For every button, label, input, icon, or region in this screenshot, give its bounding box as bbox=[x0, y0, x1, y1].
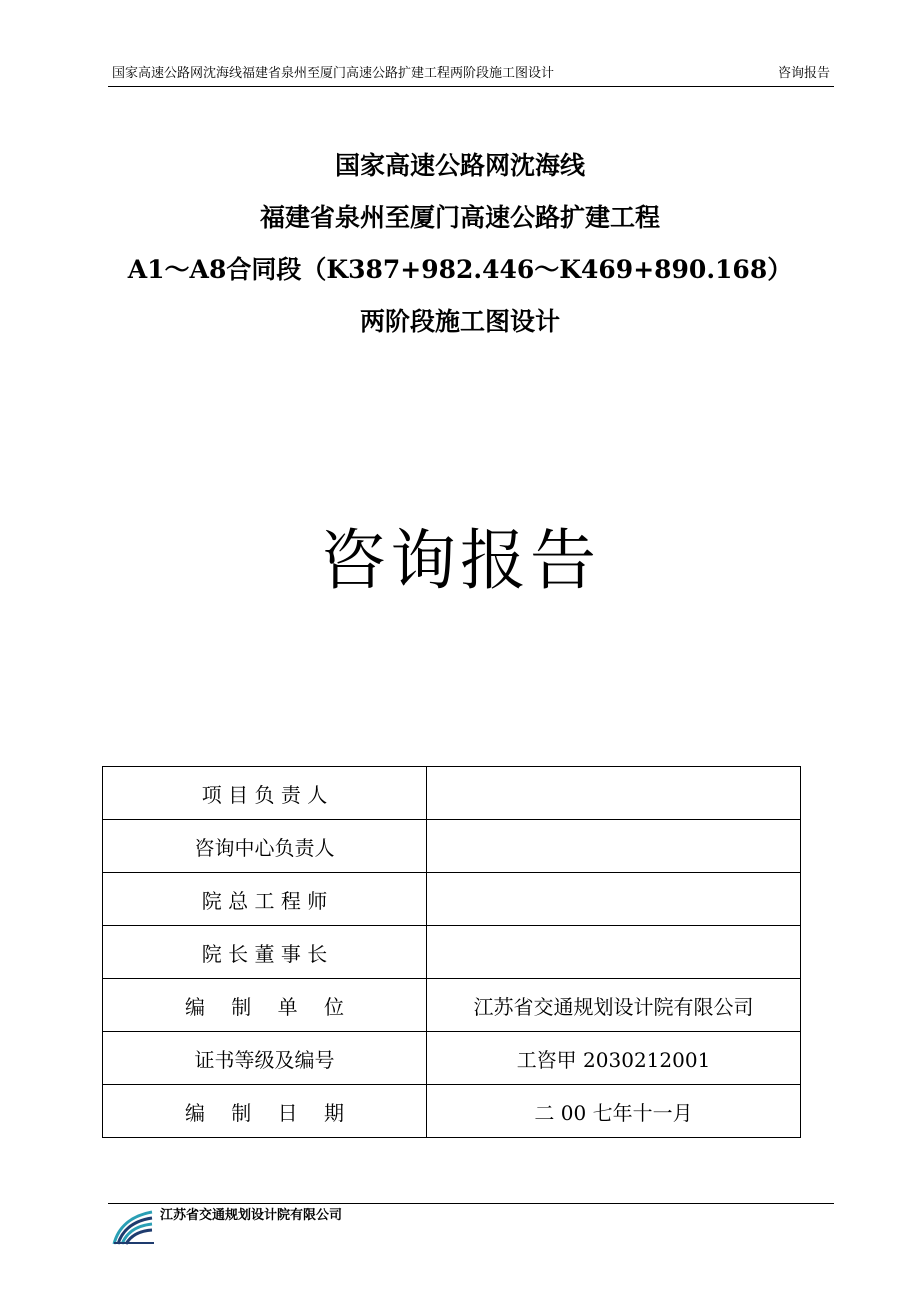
row-label-certificate: 证书等级及编号 bbox=[103, 1032, 427, 1085]
project-title-line-3: A1～A8合同段（K387+982.446～K469+890.168） bbox=[127, 255, 793, 284]
header-section-title: 咨询报告 bbox=[777, 66, 830, 81]
row-value-project-leader bbox=[427, 767, 801, 820]
row-label-project-leader: 项 目 负 责 人 bbox=[103, 767, 427, 820]
row-value-compile-date: 二 00 七年十一月 bbox=[427, 1085, 801, 1138]
row-value-compiling-unit: 江苏省交通规划设计院有限公司 bbox=[427, 979, 801, 1032]
table-row bbox=[103, 1085, 801, 1138]
row-label-president-chairman: 院 长 董 事 长 bbox=[103, 926, 427, 979]
row-label-compile-date: 编 制 日 期 bbox=[103, 1085, 427, 1138]
footer-divider bbox=[108, 1203, 834, 1204]
header-document-title: 国家高速公路网沈海线福建省泉州至厦门高速公路扩建工程两阶段施工图设计 bbox=[112, 66, 555, 81]
signature-table bbox=[102, 766, 801, 1138]
footer-company-name: 江苏省交通规划设计院有限公司 bbox=[160, 1208, 343, 1223]
company-logo-icon bbox=[112, 1206, 156, 1246]
project-title-block bbox=[0, 140, 920, 348]
row-label-consulting-center-leader: 咨询中心负责人 bbox=[103, 820, 427, 873]
row-value-president-chairman bbox=[427, 926, 801, 979]
row-label-compiling-unit: 编 制 单 位 bbox=[103, 979, 427, 1032]
row-value-chief-engineer bbox=[427, 873, 801, 926]
row-value-certificate: 工咨甲 2030212001 bbox=[427, 1032, 801, 1085]
table-row bbox=[103, 1032, 801, 1085]
row-label-chief-engineer: 院 总 工 程 师 bbox=[103, 873, 427, 926]
table-row bbox=[103, 767, 801, 820]
project-title-line-1: 国家高速公路网沈海线 bbox=[334, 151, 585, 180]
report-title: 咨询报告 bbox=[320, 522, 600, 599]
page-header bbox=[108, 64, 834, 87]
table-row bbox=[103, 873, 801, 926]
row-value-consulting-center-leader bbox=[427, 820, 801, 873]
project-title-line-2: 福建省泉州至厦门高速公路扩建工程 bbox=[259, 203, 660, 232]
table-row bbox=[103, 926, 801, 979]
table-row bbox=[103, 820, 801, 873]
table-row bbox=[103, 979, 801, 1032]
project-title-line-4: 两阶段施工图设计 bbox=[359, 307, 560, 336]
